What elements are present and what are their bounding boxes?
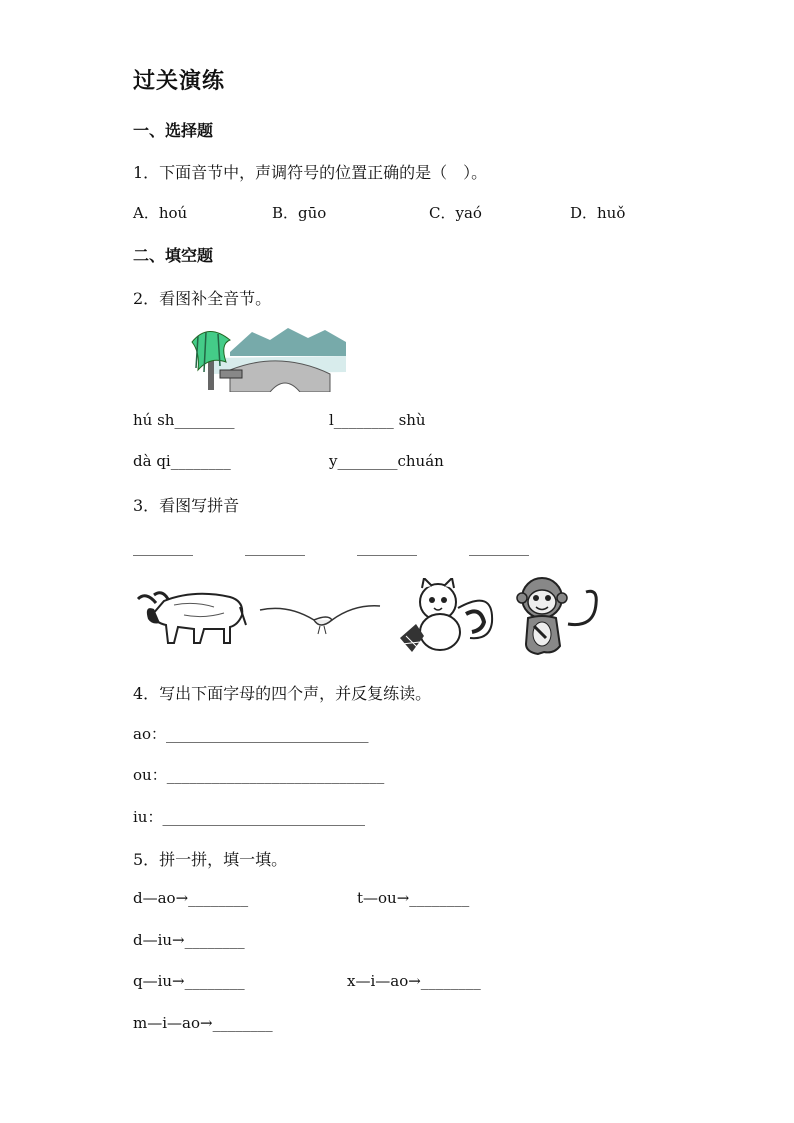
answer-blank-4: ________ (469, 538, 529, 556)
answer-blank-2: ________ (245, 538, 305, 556)
question-2: 2．看图补全音节。 (133, 289, 272, 308)
spell-item-q-iu: q—iu→________ (133, 972, 245, 990)
fill-row-1-left: hú sh________ (133, 411, 235, 429)
spell-item-d-ao: d—ao→________ (133, 889, 249, 907)
spell-item-x-i-ao: x—i—ao→________ (347, 972, 481, 990)
option-d: D．huǒ (570, 204, 626, 222)
option-a: A．hoú (133, 204, 188, 222)
option-c: C．yaó (429, 204, 482, 222)
tone-row-ao: ao：___________________________ (133, 725, 369, 743)
lake-scene-image (190, 322, 346, 392)
spell-item-d-iu: d—iu→________ (133, 931, 245, 949)
page-title: 过关演练 (133, 68, 226, 94)
water-buffalo-image (134, 585, 248, 647)
answer-blank-3: ________ (357, 538, 417, 556)
section-fill-heading: 二、填空题 (133, 246, 214, 265)
spell-item-m-i-ao: m—i—ao→________ (133, 1014, 273, 1032)
option-b: B．gūo (272, 204, 327, 222)
tone-row-iu: iu：___________________________ (133, 808, 365, 826)
fill-row-1-right: l________ shù (329, 411, 426, 429)
section-choice-heading: 一、选择题 (133, 121, 214, 140)
fill-row-2-left: dà qi________ (133, 452, 231, 470)
question-5: 5．拼一拼，填一填。 (133, 850, 288, 869)
spell-item-t-ou: t—ou→________ (357, 889, 470, 907)
tone-row-ou: ou：_____________________________ (133, 766, 385, 784)
question-3: 3．看图写拼音 (133, 496, 240, 515)
fill-row-2-right: y________chuán (329, 452, 444, 470)
seagull-image (258, 600, 383, 636)
question-1: 1．下面音节中，声调符号的位置正确的是（ ）。 (133, 163, 488, 182)
squirrel-image (398, 578, 496, 654)
answer-blank-1: ________ (133, 538, 193, 556)
question-4: 4．写出下面字母的四个声，并反复练读。 (133, 684, 432, 703)
monkey-image (514, 574, 604, 656)
